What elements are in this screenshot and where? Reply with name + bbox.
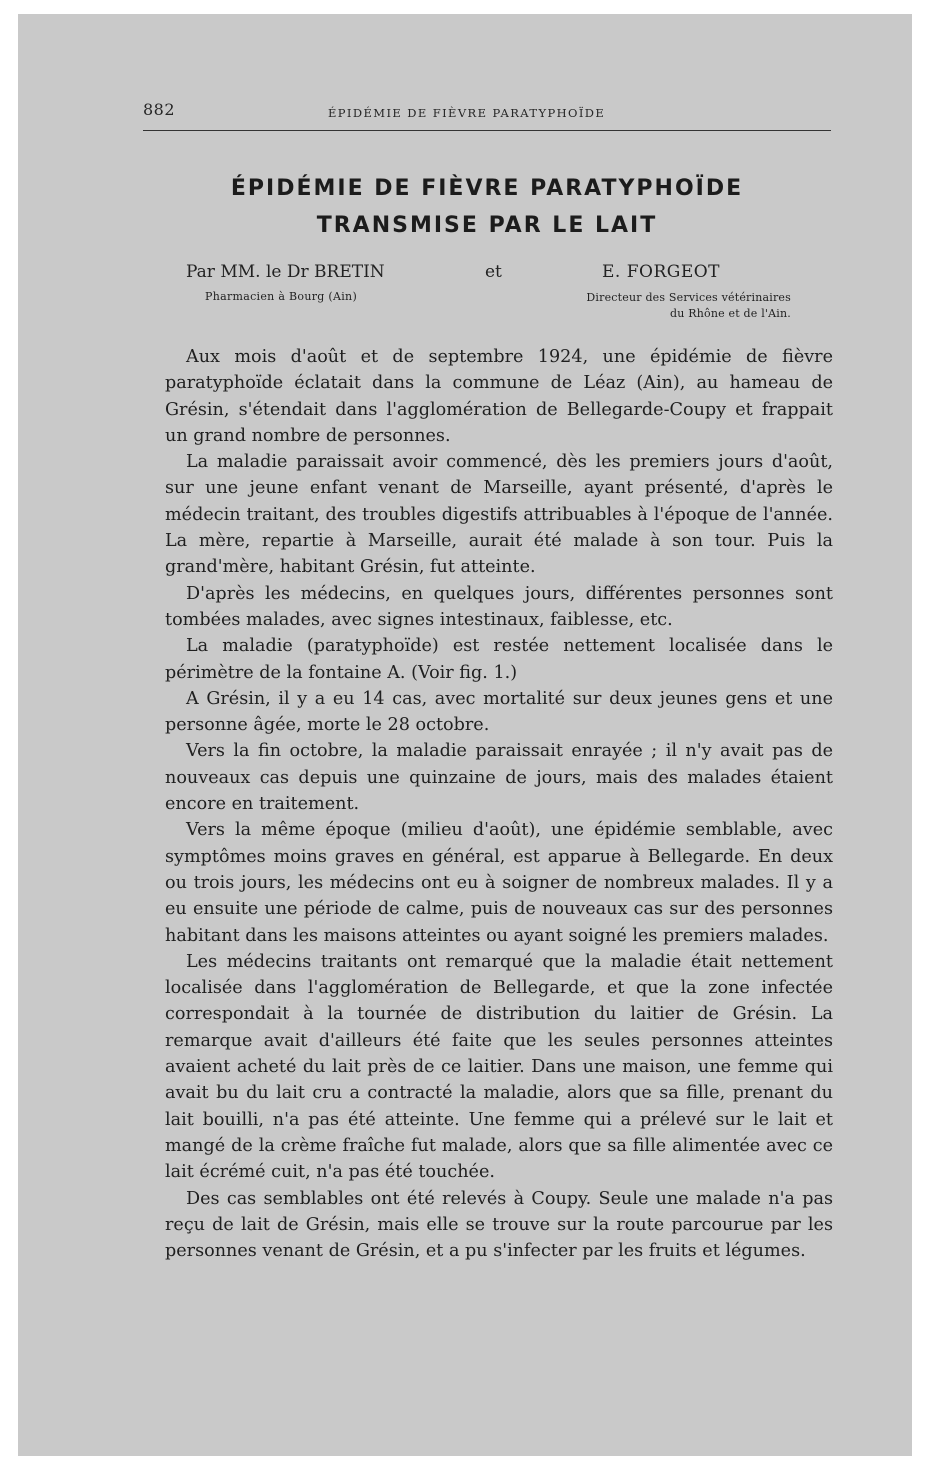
paragraph: Des cas semblables ont été relevés à Coupy. Seule une malade n'a pas reçu de lait de Grésin, mais elle se trouve sur la route parcourue par les personnes venant de Grésin, et a pu s'infecter par les fruits et légumes. (165, 1188, 833, 1262)
paragraph: La maladie (paratyphoïde) est restée nettement localisée dans le périmètre de la fontaine A. (Voir fig. 1.) (165, 636, 833, 683)
byline (143, 262, 831, 334)
article-title-line-2: TRANSMISE PAR LE LAIT (316, 213, 658, 238)
paragraph: D'après les médecins, en quelques jours, différentes personnes sont tombées malades, avec signes intestinaux, faiblesse, etc. (165, 583, 833, 630)
affiliation-forgeot-line-1: Directeur des Services vétérinaires (586, 291, 791, 304)
affiliation-forgeot-line-2: du Rhône et de l'Ain. (670, 307, 791, 320)
affiliation-bretin: Pharmacien à Bourg (Ain) (205, 290, 358, 303)
paragraph: Vers la même époque (milieu d'août), une épidémie semblable, avec symptômes moins graves en général, est apparue à Bellegarde. En deux ou trois jours, les médecins ont eu à soigner de nombreux malades. Il y a eu ensuite une période de calme, puis de nouveaux cas sur des personnes habitant dans les maisons atteintes ou ayant soigné les premiers malades. (165, 820, 833, 946)
paragraph: Vers la fin octobre, la maladie paraissait enrayée ; il n'y avait pas de nouveaux cas depuis une quinzaine de jours, mais des malades étaient encore en traitement. (165, 741, 833, 815)
article-body (165, 344, 833, 1264)
page-number: 882 (143, 100, 176, 119)
running-header (143, 100, 831, 131)
author-conjunction: et (485, 262, 502, 282)
paragraph: La maladie paraissait avoir commencé, dès les premiers jours d'août, sur une jeune enfant venant de Marseille, ayant présenté, d'après le médecin traitant, des troubles digestifs attribuables à l'époque de l'année. La mère, repartie à Marseille, aurait été malade à son tour. Puis la grand'mère, habitant Grésin, fut atteinte. (165, 452, 833, 578)
author-forgeot: E. FORGEOT (602, 262, 721, 282)
paragraph: A Grésin, il y a eu 14 cas, avec mortalité sur deux jeunes gens et une personne âgée, morte le 28 octobre. (165, 688, 833, 736)
running-title: ÉPIDÉMIE DE FIÈVRE PARATYPHOÏDE (328, 106, 606, 120)
affiliation-forgeot (586, 290, 791, 322)
paragraph: Aux mois d'août et de septembre 1924, une épidémie de fièvre paratyphoïde éclatait dans la commune de Léaz (Ain), au hameau de Grésin, s'étendait dans l'agglomération de Bellegarde-Coupy et frappait un grand nombre de personnes. (165, 347, 833, 446)
article-title-line-1: ÉPIDÉMIE DE FIÈVRE PARATYPHOÏDE (230, 176, 744, 201)
author-bretin: Par MM. le Dr BRETIN (186, 262, 385, 282)
paragraph: Les médecins traitants ont remarqué que la maladie était nettement localisée dans l'agglomération de Bellegarde, et que la zone infectée correspondait à la tournée de distribution du laitier de Grésin. La remarque avait d'ailleurs été faite que les seules personnes atteintes avaient acheté du lait près de ce laitier. Dans une maison, une femme qui avait bu du lait cru a contracté la maladie, alors que sa fille, prenant du lait bouilli, n'a pas été atteinte. Une femme qui a prélevé sur le lait et mangé de la crème fraîche fut malade, alors que sa fille alimentée avec ce lait écrémé cuit, n'a pas été touchée. (165, 951, 833, 1183)
